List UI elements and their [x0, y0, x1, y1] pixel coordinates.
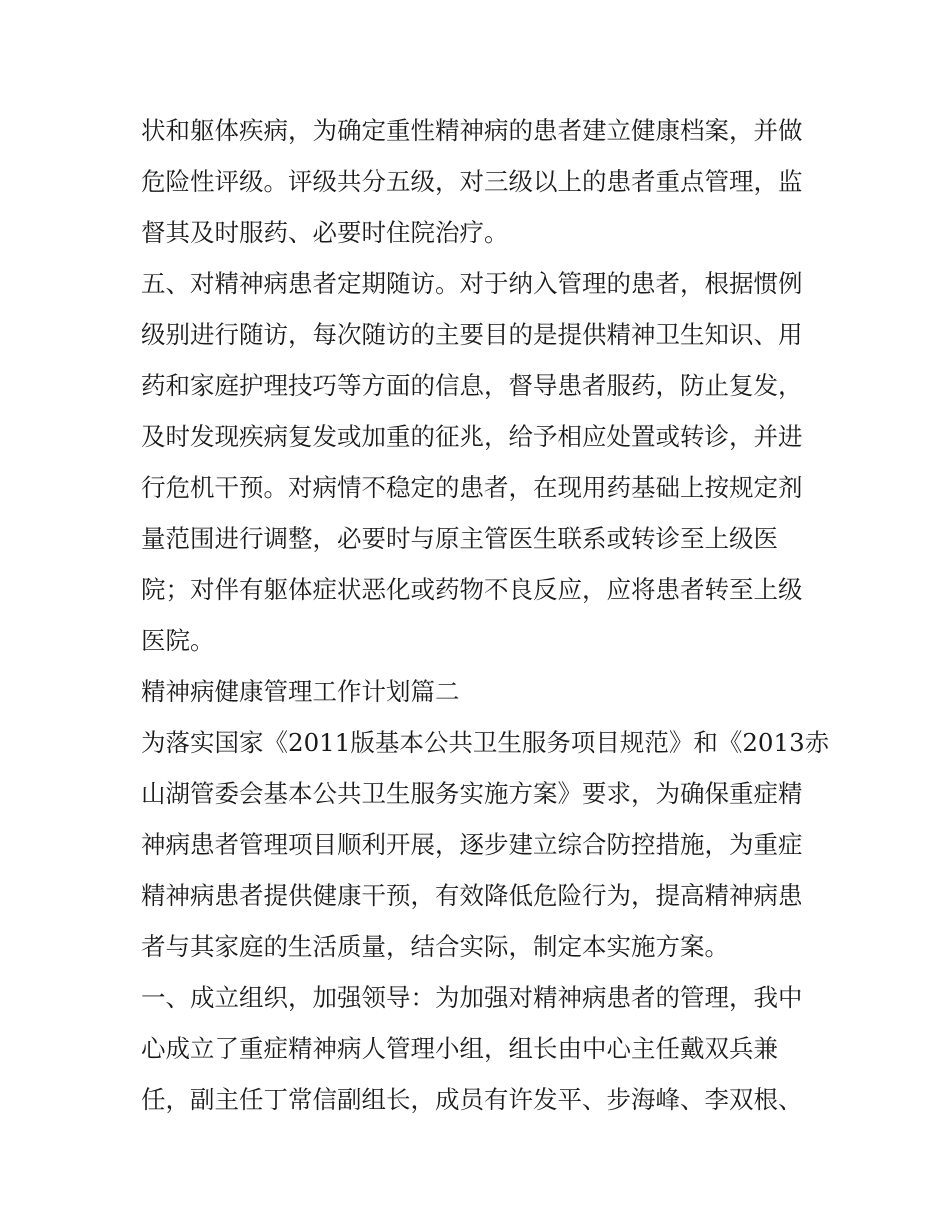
text-line: 状和躯体疾病，为确定重性精神病的患者建立健康档案，并做: [141, 116, 803, 145]
text-line: 神病患者管理项目顺利开展，逐步建立综合防控措施，为重症: [141, 830, 803, 859]
text-line: 督其及时服药、必要时住院治疗。: [141, 218, 509, 247]
body-text: [141, 105, 830, 1125]
text-line: 医院。: [141, 626, 215, 655]
text-line: 危险性评级。评级共分五级，对三级以上的患者重点管理，监: [141, 167, 803, 196]
text-line: 任，副主任丁常信副组长，成员有许发平、步海峰、李双根、: [141, 1085, 803, 1114]
text-line: 药和家庭护理技巧等方面的信息，督导患者服药，防止复发，: [141, 371, 803, 400]
text-line: 五、对精神病患者定期随访。对于纳入管理的患者，根据惯例: [141, 269, 803, 298]
text-line: 及时发现疾病复发或加重的征兆，给予相应处置或转诊，并进: [141, 422, 803, 451]
text-line: 一、成立组织，加强领导：为加强对精神病患者的管理，我中: [141, 983, 803, 1012]
text-line: 级别进行随访，每次随访的主要目的是提供精神卫生知识、用: [141, 320, 803, 349]
text-line: 院；对伴有躯体症状恶化或药物不良反应，应将患者转至上级: [141, 575, 803, 604]
text-line: 为落实国家《2011版基本公共卫生服务项目规范》和《2013赤: [141, 728, 830, 757]
text-line: 量范围进行调整，必要时与原主管医生联系或转诊至上级医: [141, 524, 778, 553]
text-line: 者与其家庭的生活质量，结合实际，制定本实施方案。: [141, 932, 729, 961]
text-line: 山湖管委会基本公共卫生服务实施方案》要求，为确保重症精: [141, 779, 803, 808]
section-heading: 精神病健康管理工作计划篇二: [141, 677, 460, 706]
text-line: 精神病患者提供健康干预，有效降低危险行为，提高精神病患: [141, 881, 803, 910]
text-line: 心成立了重症精神病人管理小组，组长由中心主任戴双兵兼: [141, 1034, 778, 1063]
text-line: 行危机干预。对病情不稳定的患者，在现用药基础上按规定剂: [141, 473, 803, 502]
